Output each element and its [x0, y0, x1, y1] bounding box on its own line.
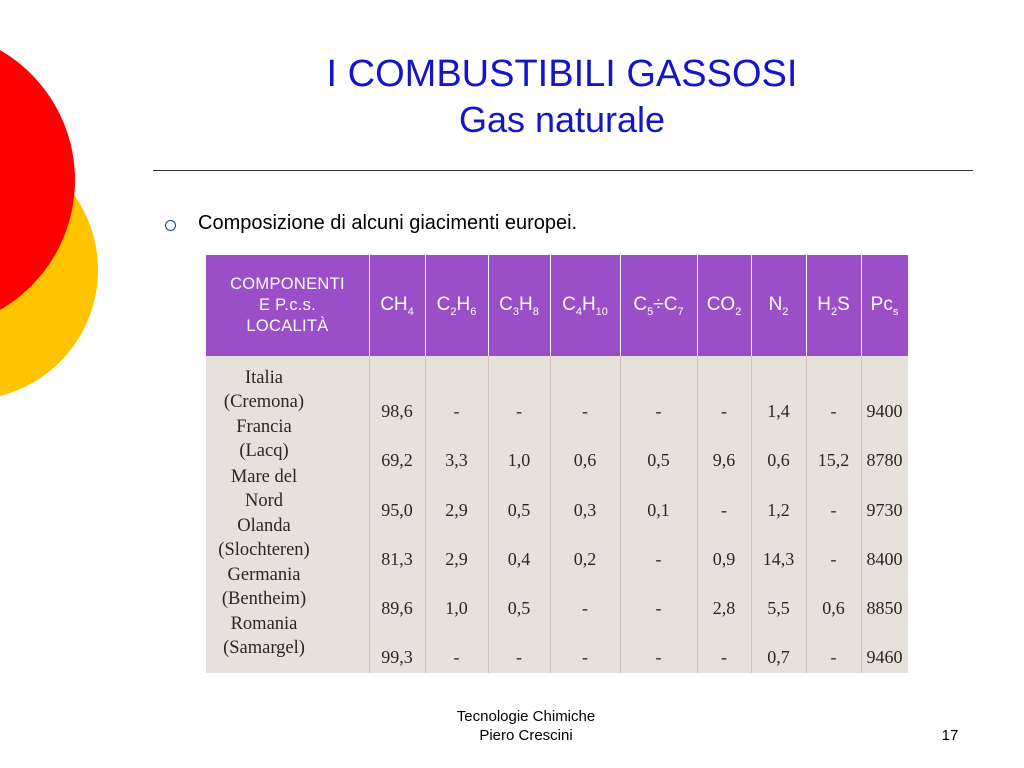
column-header [369, 255, 425, 356]
title-divider [153, 170, 973, 171]
table-cell: 9460 [866, 647, 903, 667]
header-text: Pc [870, 293, 893, 315]
table-cell: 99,3 [381, 647, 413, 667]
column-header-label [817, 294, 850, 318]
header-text: ÷C [653, 293, 678, 315]
location-name: Mare del [230, 467, 298, 487]
header-first-line: LOCALITÀ [246, 317, 329, 335]
table-cell: - [655, 647, 662, 667]
location-detail: (Cremona) [223, 392, 305, 412]
table-cell: - [830, 647, 837, 667]
table-cell: 5,5 [767, 598, 790, 618]
bullet-item [165, 212, 577, 235]
table-cell: - [582, 647, 588, 667]
header-text: C [499, 293, 513, 315]
column-header [550, 255, 620, 356]
table-cell: 98,6 [381, 401, 413, 421]
header-text: H [456, 293, 471, 315]
table-cell: - [453, 401, 460, 421]
slide-title [150, 50, 974, 142]
table-cell: 8850 [866, 598, 903, 618]
table-cell: 0,3 [573, 500, 597, 520]
table-cell: - [516, 401, 522, 421]
table-cell: 0,2 [573, 549, 597, 569]
table-cell: 1,2 [767, 500, 790, 520]
location-name: Italia [244, 368, 283, 388]
composition-table-image [206, 255, 908, 673]
table-cell: - [830, 549, 837, 569]
table-cell: 0,5 [647, 450, 670, 470]
page-number: 17 [941, 727, 959, 744]
table-cell: - [516, 647, 522, 667]
header-subscript: 8 [532, 305, 539, 318]
table-cell: 1,4 [767, 401, 790, 421]
table-cell: 0,6 [822, 598, 845, 618]
table-cell: - [582, 401, 588, 421]
column-header-label [633, 294, 683, 318]
table-cell: 1,0 [507, 450, 531, 470]
header-subscript: 2 [830, 305, 838, 318]
column-header-label [380, 294, 414, 318]
table-cell: - [721, 401, 727, 421]
header-text: H [817, 293, 831, 315]
table-cell: 2,9 [445, 549, 468, 569]
table-cell: - [830, 401, 837, 421]
column-header [425, 255, 488, 356]
header-subscript: 5 [647, 305, 654, 318]
header-text: C [633, 293, 648, 315]
column-header [806, 255, 861, 356]
header-subscript: 2 [782, 305, 789, 318]
circle-bullet-icon [165, 220, 176, 231]
header-text: H [581, 293, 596, 315]
table-cell: 3,3 [445, 450, 468, 470]
header-subscript: 2 [735, 305, 742, 318]
table-cell: 9730 [866, 500, 903, 520]
footer-course: Tecnologie Chimiche [456, 708, 596, 725]
title-main: I COMBUSTIBILI GASSOSI [326, 53, 798, 95]
header-text: N [768, 293, 783, 315]
table-cell: 81,3 [381, 549, 413, 569]
table-cell: - [721, 500, 727, 520]
table-cell: 0,6 [767, 450, 790, 470]
table-cell: - [582, 598, 588, 618]
table-cell: 2,8 [712, 598, 736, 618]
column-header-label [769, 294, 789, 318]
column-header [751, 255, 806, 356]
column-header-label [562, 294, 608, 318]
table-cell: 0,4 [507, 549, 531, 569]
table-cell: 9400 [866, 401, 903, 421]
table-cell: - [655, 401, 662, 421]
header-subscript: 6 [470, 305, 477, 318]
table-cell: 69,2 [381, 450, 413, 470]
location-detail: (Bentheim) [221, 589, 307, 609]
footer-author: Piero Crescini [479, 727, 573, 744]
table-cell: - [453, 647, 460, 667]
header-text: C [562, 293, 576, 315]
column-header-label [437, 294, 477, 318]
header-subscript: s [892, 305, 899, 318]
location-detail: (Lacq) [239, 441, 289, 461]
column-header-label [871, 294, 899, 318]
table-cell: 9,6 [712, 450, 736, 470]
table-cell: - [830, 500, 837, 520]
header-subscript: 10 [595, 305, 608, 318]
location-name: Olanda [237, 516, 291, 536]
bullet-text: Composizione di alcuni giacimenti europei. [198, 212, 578, 234]
table-cell: 8780 [866, 450, 903, 470]
table-cell: 8400 [866, 549, 903, 569]
table-cell: 0,7 [767, 647, 790, 667]
header-subscript: 4 [407, 305, 414, 318]
header-text: H [519, 293, 533, 315]
header-text: C [436, 293, 451, 315]
table-cell: 1,0 [445, 598, 468, 618]
header-text: CO [706, 293, 736, 315]
column-header [620, 255, 697, 356]
table-cell: 0,5 [507, 598, 531, 618]
table-cell: - [721, 647, 727, 667]
table-cell: 0,1 [647, 500, 670, 520]
table-cell: 95,0 [381, 500, 413, 520]
location-name: Francia [236, 417, 292, 437]
table-cell: 15,2 [817, 450, 850, 470]
location-name: Germania [227, 565, 301, 585]
table-cell: - [655, 549, 662, 569]
header-first-line: E P.c.s. [258, 296, 317, 314]
column-header [861, 255, 908, 356]
header-subscript: 3 [512, 305, 519, 318]
header-subscript: 4 [575, 305, 582, 318]
table-cell: 0,9 [712, 549, 736, 569]
table-cell: - [655, 598, 662, 618]
footer [400, 707, 652, 745]
location-detail: Nord [244, 491, 284, 511]
title-sub: Gas naturale [458, 99, 666, 140]
table-cell: 89,6 [381, 598, 413, 618]
header-first-cell [206, 255, 369, 356]
location-detail: (Slochteren) [218, 540, 310, 560]
table-cell: 0,5 [507, 500, 531, 520]
header-first-line: COMPONENTI [230, 275, 345, 293]
location-name: Romania [230, 614, 298, 634]
header-subscript: 7 [677, 305, 684, 318]
column-header [488, 255, 550, 356]
table-cell: 14,3 [762, 549, 795, 569]
table-cell: 2,9 [445, 500, 468, 520]
location-detail: (Samargel) [223, 638, 305, 658]
table-cell: 0,6 [573, 450, 597, 470]
column-header-label [499, 294, 539, 318]
column-header-label [707, 294, 742, 318]
header-subscript: 2 [450, 305, 457, 318]
header-text: S [837, 293, 850, 315]
header-text: CH [380, 293, 408, 315]
column-header [697, 255, 751, 356]
